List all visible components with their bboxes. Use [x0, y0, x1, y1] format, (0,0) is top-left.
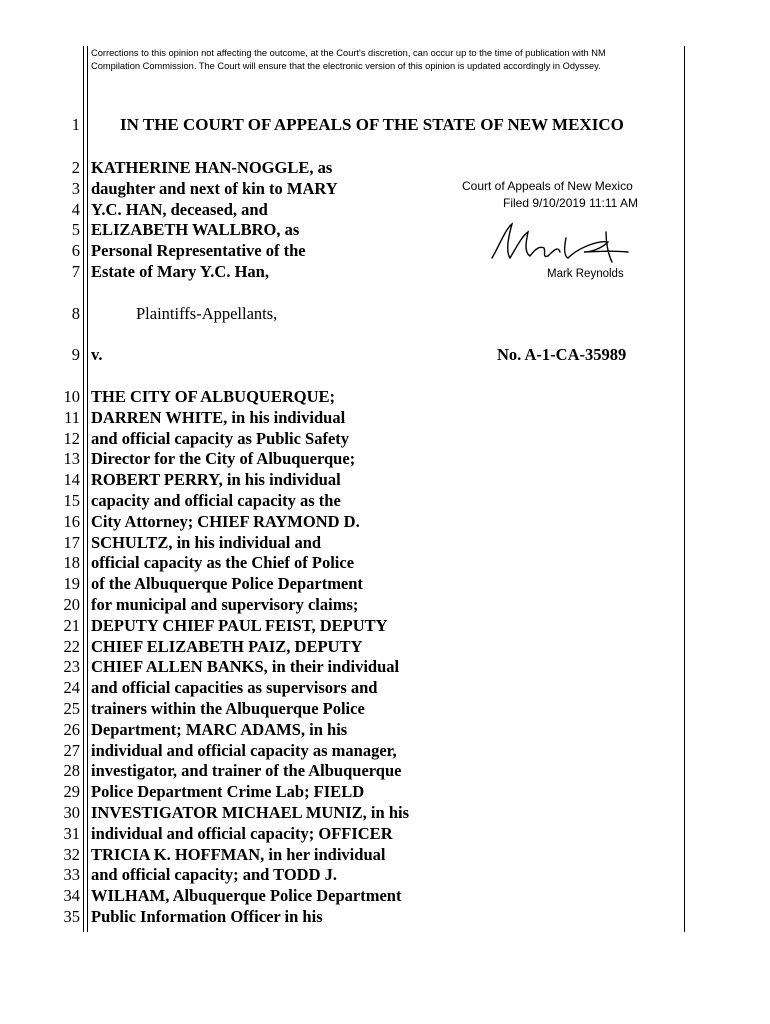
line-number: 29 — [63, 782, 80, 802]
line-number: 18 — [63, 553, 80, 573]
line-number: 10 — [63, 387, 80, 406]
line-number: 3 — [71, 178, 80, 198]
left-margin-rule-inner — [87, 46, 88, 932]
line-number: 15 — [63, 491, 80, 510]
caption-line: WILHAM, Albuquerque Police Department — [91, 886, 402, 906]
caption-line: INVESTIGATOR MICHAEL MUNIZ, in his — [91, 803, 410, 822]
line-number: 11 — [64, 407, 80, 427]
caption-line: individual and official capacity as manager, — [91, 740, 397, 760]
line-number: 13 — [63, 449, 80, 469]
caption-line: daughter and next of kin to MARY — [91, 178, 338, 198]
caption-line: CHIEF ELIZABETH PAIZ, DEPUTY — [91, 636, 363, 656]
corrections-notice — [91, 47, 681, 73]
line-number: 20 — [63, 595, 80, 614]
caption-line: investigator, and trainer of the Albuquerque — [91, 761, 402, 781]
caption-line: Y.C. HAN, deceased, and — [91, 199, 268, 219]
line-number: 31 — [63, 823, 80, 843]
line-number: 27 — [63, 740, 80, 760]
line-number: 25 — [63, 699, 80, 718]
caption-line: and official capacity; and TODD J. — [91, 865, 337, 885]
caption-line: ELIZABETH WALLBRO, as — [91, 220, 300, 240]
line-number: 30 — [63, 803, 80, 822]
line-number: 7 — [71, 262, 80, 281]
line-number: 21 — [63, 615, 80, 635]
line-number: 17 — [63, 532, 80, 552]
line-number: 4 — [71, 199, 80, 219]
caption-line: Estate of Mary Y.C. Han, — [91, 262, 269, 281]
right-margin-rule — [684, 46, 685, 932]
court-title: IN THE COURT OF APPEALS OF THE STATE OF NEW MEXICO — [120, 115, 624, 134]
caption-line: CHIEF ALLEN BANKS, in their individual — [91, 657, 400, 677]
caption-line: DARREN WHITE, in his individual — [91, 407, 346, 427]
line-number: 2 — [71, 158, 80, 177]
notice-line: Compilation Commission. The Court will ensure that the electronic version of this opinion is updated accordingly in Odyssey. — [91, 61, 601, 71]
line-number: 12 — [63, 428, 80, 448]
filing-stamp-filed: Filed 9/10/2019 11:11 AM — [503, 196, 638, 210]
caption-line: SCHULTZ, in his individual and — [91, 532, 322, 552]
clerk-signature — [488, 218, 638, 270]
line-number: 1 — [71, 115, 80, 134]
caption-line: DEPUTY CHIEF PAUL FEIST, DEPUTY — [91, 615, 388, 635]
caption-line: and official capacity as Public Safety — [91, 428, 350, 448]
filing-stamp-clerk: Mark Reynolds — [547, 268, 624, 280]
caption-line: official capacity as the Chief of Police — [91, 553, 355, 573]
case-number: No. A-1-CA-35989 — [497, 345, 627, 364]
line-number: 26 — [63, 719, 80, 739]
caption-line: Personal Representative of the — [91, 241, 306, 261]
line-number: 23 — [63, 657, 80, 677]
line-number: 14 — [63, 470, 80, 490]
caption-line: and official capacities as supervisors and — [91, 678, 378, 698]
line-number: 32 — [63, 844, 80, 864]
line-number: 24 — [63, 678, 80, 698]
line-number: 22 — [63, 636, 80, 656]
caption-line: KATHERINE HAN-NOGGLE, as — [91, 158, 333, 177]
line-number: 19 — [63, 574, 80, 594]
caption-line: of the Albuquerque Police Department — [91, 574, 363, 594]
line-number: 6 — [71, 241, 80, 261]
line-number: 9 — [71, 345, 80, 364]
line-number: 33 — [63, 865, 80, 885]
line-number: 34 — [63, 886, 80, 906]
line-number: 35 — [63, 907, 80, 926]
caption-line: Police Department Crime Lab; FIELD — [91, 782, 365, 802]
notice-line: Corrections to this opinion not affecting the outcome, at the Court's discretion, can occur up to the time of publication with NM — [91, 48, 606, 58]
caption-line: TRICIA K. HOFFMAN, in her individual — [91, 844, 386, 864]
caption-line: ROBERT PERRY, in his individual — [91, 470, 341, 490]
caption-line: THE CITY OF ALBUQUERQUE; — [91, 387, 336, 406]
caption-line: trainers within the Albuquerque Police — [91, 699, 365, 718]
caption-line: Public Information Officer in his — [91, 907, 323, 926]
caption-line: capacity and official capacity as the — [91, 491, 341, 510]
filing-stamp-court: Court of Appeals of New Mexico — [462, 179, 633, 193]
caption-line: individual and official capacity; OFFICER — [91, 823, 393, 843]
caption-line: for municipal and supervisory claims; — [91, 595, 359, 614]
left-margin-rule-outer — [83, 46, 84, 932]
caption-line: Director for the City of Albuquerque; — [91, 449, 356, 469]
caption-line: Department; MARC ADAMS, in his — [91, 719, 348, 739]
line-number: 8 — [71, 304, 80, 323]
versus-label: v. — [91, 345, 103, 364]
plaintiffs-role: Plaintiffs-Appellants, — [136, 304, 278, 323]
line-number: 28 — [63, 761, 80, 781]
line-number: 16 — [63, 511, 80, 531]
line-number: 5 — [71, 220, 80, 240]
caption-line: City Attorney; CHIEF RAYMOND D. — [91, 511, 360, 531]
